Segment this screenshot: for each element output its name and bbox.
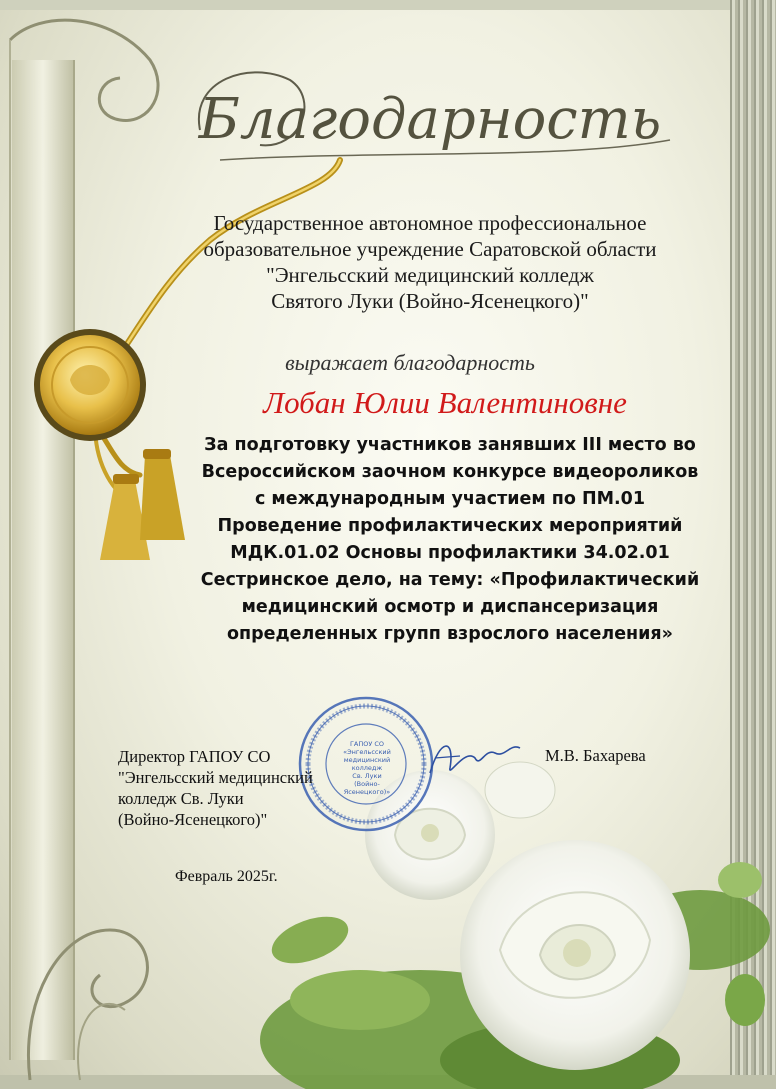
- organization-line: образовательное учреждение Саратовской области: [203, 237, 657, 261]
- stamp-line: (Войно-: [354, 780, 380, 788]
- gold-seal: [34, 329, 146, 441]
- stamp-line: медицинский: [343, 756, 391, 764]
- reason-line: Всероссийском заочном конкурсе видеороликов: [201, 462, 699, 482]
- signer-line: (Войно-Ясенецкого)": [118, 810, 268, 829]
- organization-line: Святого Луки (Войно-Ясенецкого)": [271, 289, 589, 313]
- stamp-line: колледж: [351, 764, 383, 772]
- reason-line: определенных групп взрослого населения»: [227, 624, 673, 644]
- title-calligraphy: [180, 40, 680, 180]
- organization-line: "Энгельсский медицинский колледж: [266, 263, 594, 287]
- reason-line: За подготовку участников занявших III место во: [204, 435, 696, 455]
- reason-line: медицинский осмотр и диспансеризация: [241, 597, 659, 617]
- signature: [420, 728, 530, 788]
- organization-block: [150, 210, 710, 314]
- reason-line: с международным участием по ПМ.01: [254, 489, 646, 509]
- signer-name: М.В. Бахарева: [545, 746, 646, 765]
- signer-line: "Энгельсский медицинский: [118, 768, 313, 787]
- stamp-center-text: [332, 740, 402, 796]
- reason-line: МДК.01.02 Основы профилактики 34.02.01: [230, 543, 670, 563]
- signer-block: [118, 746, 313, 830]
- recipient-name: Лобан Юлии Валентиновне: [263, 385, 627, 420]
- issue-date: Февраль 2025г.: [175, 868, 278, 885]
- stamp-line: «Энгельсский: [343, 748, 391, 756]
- stamp-line: Св. Луки: [352, 772, 382, 780]
- title-text: Благодарность: [198, 87, 662, 152]
- signer-line: колледж Св. Луки: [118, 789, 244, 808]
- organization-line: Государственное автономное профессиональное: [213, 211, 647, 235]
- reason-line: Проведение профилактических мероприятий: [217, 516, 683, 536]
- signer-line: Директор ГАПОУ СО: [118, 747, 271, 766]
- expresses-gratitude: выражает благодарность: [285, 350, 535, 375]
- stamp-line: Ясенецкого)»: [343, 788, 391, 796]
- stamp-line: ГАПОУ СО: [349, 740, 385, 748]
- reason-block: [160, 432, 740, 648]
- reason-line: Сестринское дело, на тему: «Профилактический: [200, 570, 700, 590]
